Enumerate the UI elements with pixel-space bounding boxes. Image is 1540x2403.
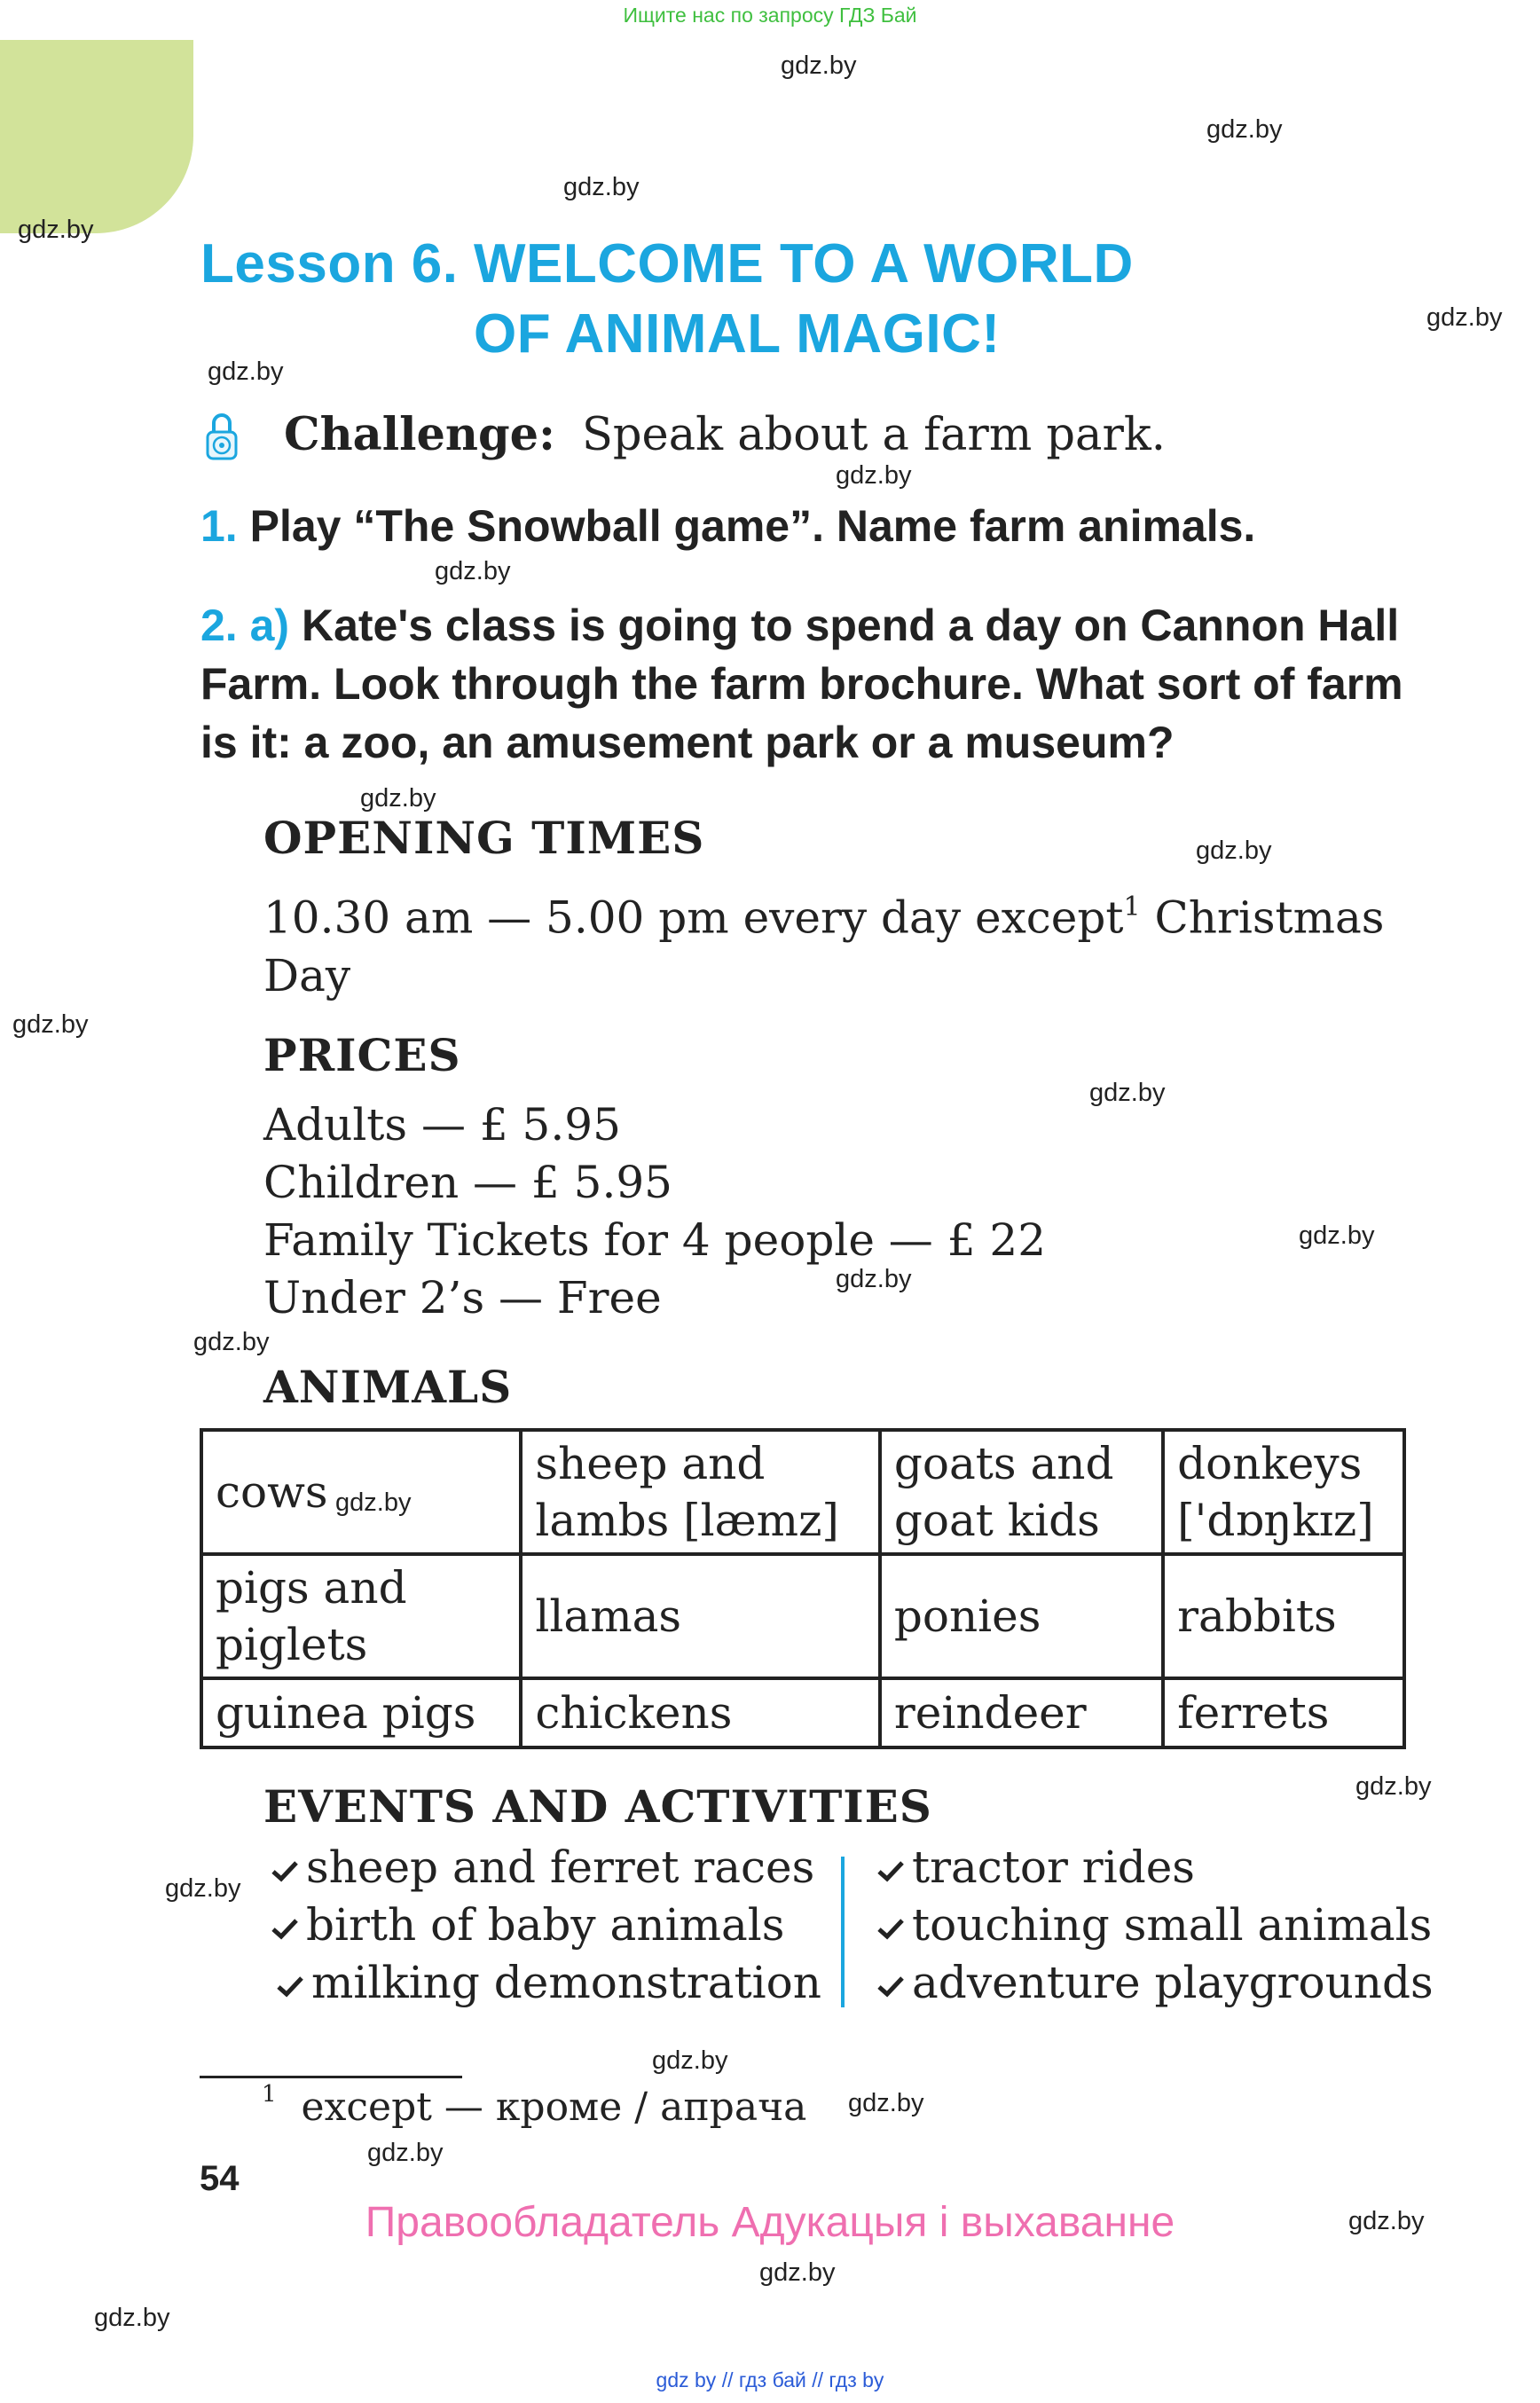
watermark: gdz.by	[1426, 303, 1503, 332]
prices-list	[263, 1096, 1046, 1327]
check-icon	[271, 1858, 299, 1883]
footnote-rule	[200, 2076, 462, 2078]
table-cell: guinea pigs	[201, 1678, 521, 1747]
check-icon	[276, 1974, 304, 1999]
task-1-number: 1.	[200, 501, 238, 551]
table-cell: goats and goat kids	[880, 1430, 1163, 1554]
opening-times-hours: 10.30 am — 5.00 pm every day except	[263, 891, 1124, 944]
watermark: gdz.by	[1089, 1079, 1166, 1107]
padlock-icon	[206, 411, 238, 460]
challenge-line	[284, 408, 1166, 461]
footnote-text: except — кроме / апрача	[301, 2085, 807, 2130]
bottom-links[interactable]: gdz by // гдз бай // гдз by	[656, 2368, 884, 2391]
table-row	[201, 1554, 1404, 1678]
animals-table	[200, 1428, 1406, 1749]
watermark: gdz.by	[165, 1874, 241, 1903]
challenge-text: Speak about a farm park.	[581, 409, 1166, 461]
event-item: birth of baby animals	[271, 1899, 784, 1951]
watermark: gdz.by	[836, 1265, 912, 1293]
watermark: gdz.by	[836, 461, 912, 490]
price-line: Family Tickets for 4 people — £ 22	[263, 1214, 1047, 1266]
lesson-number: Lesson 6.	[200, 233, 459, 294]
price-line: Adults — £ 5.95	[263, 1099, 621, 1150]
task-1	[200, 497, 1416, 555]
watermark: gdz.by	[781, 51, 857, 80]
watermark: gdz.by	[193, 1328, 270, 1356]
rights-holder: Правообладатель Адукацыя і выхаванне	[365, 2199, 1175, 2246]
column-divider	[841, 1857, 845, 2007]
watermark: gdz.by	[1206, 115, 1283, 144]
task-2a-number: 2. a)	[200, 601, 290, 650]
table-cell: ferrets	[1163, 1678, 1404, 1747]
footnote-mark: 1	[1123, 891, 1141, 923]
page-corner-tab	[0, 40, 193, 233]
table-cell: rabbits	[1163, 1554, 1404, 1678]
watermark: gdz.by	[759, 2258, 836, 2287]
page-number: 54	[200, 2159, 240, 2198]
watermark: gdz.by	[848, 2089, 924, 2117]
opening-times-exception: Christmas Day	[263, 891, 1385, 1001]
table-cell: chickens	[521, 1678, 879, 1747]
event-item: milking demonstration	[276, 1957, 821, 2008]
prices-heading: PRICES	[263, 1029, 461, 1081]
table-cell: ponies	[880, 1554, 1163, 1678]
table-cell: pigs and piglets	[201, 1554, 521, 1678]
opening-times-heading: OPENING TIMES	[263, 812, 705, 864]
event-item: tractor rides	[876, 1842, 1195, 1893]
watermark: gdz.by	[18, 216, 94, 244]
price-line: Children — £ 5.95	[263, 1157, 672, 1208]
watermark: gdz.by	[1196, 836, 1272, 865]
table-cell: sheep and lambs [læmz]	[521, 1430, 879, 1554]
watermark: gdz.by	[335, 1488, 412, 1517]
check-icon	[876, 1858, 905, 1883]
watermark: gdz.by	[1355, 1772, 1432, 1801]
watermark: gdz.by	[367, 2139, 444, 2167]
watermark: gdz.by	[563, 173, 640, 201]
watermark: gdz.by	[652, 2046, 728, 2075]
watermark: gdz.by	[94, 2304, 170, 2332]
table-cell: donkeys ['dɒŋkɪz]	[1163, 1430, 1404, 1554]
top-search-banner[interactable]: Ищите нас по запросу ГДЗ Бай	[623, 4, 917, 27]
table-row	[201, 1678, 1404, 1747]
watermark: gdz.by	[435, 557, 511, 585]
watermark: gdz.by	[1348, 2207, 1425, 2235]
check-icon	[876, 1974, 905, 1999]
footnote-number: 1	[262, 2081, 277, 2108]
check-icon	[271, 1916, 299, 1941]
watermark: gdz.by	[208, 357, 284, 386]
footnote	[262, 2081, 807, 2130]
lesson-title-line1: WELCOME TO A WORLD	[474, 233, 1134, 294]
opening-times-text	[263, 880, 1417, 1005]
price-line: Under 2’s — Free	[263, 1272, 662, 1323]
challenge-label: Challenge:	[284, 408, 555, 461]
watermark: gdz.by	[12, 1010, 89, 1039]
check-icon	[876, 1916, 905, 1941]
task-1-text: Play “The Snowball game”. Name farm animals.	[249, 501, 1256, 551]
watermark: gdz.by	[360, 784, 436, 813]
task-2a-text: Kate's class is going to spend a day on Cannon Hall Farm. Look through the farm brochure. What sort of farm is it: a zoo, an amusement park or a museum?	[200, 601, 1403, 767]
table-cell: cows	[201, 1430, 521, 1554]
watermark: gdz.by	[1299, 1221, 1375, 1250]
table-cell: llamas	[521, 1554, 879, 1678]
lesson-title-line2: OF ANIMAL MAGIC!	[474, 303, 1001, 365]
animals-heading: ANIMALS	[263, 1361, 513, 1413]
event-item: adventure playgrounds	[876, 1957, 1434, 2008]
event-item: touching small animals	[876, 1899, 1432, 1951]
events-heading: EVENTS AND ACTIVITIES	[263, 1780, 932, 1833]
event-item: sheep and ferret races	[271, 1842, 814, 1893]
task-2a	[200, 596, 1416, 772]
table-cell: reindeer	[880, 1678, 1163, 1747]
